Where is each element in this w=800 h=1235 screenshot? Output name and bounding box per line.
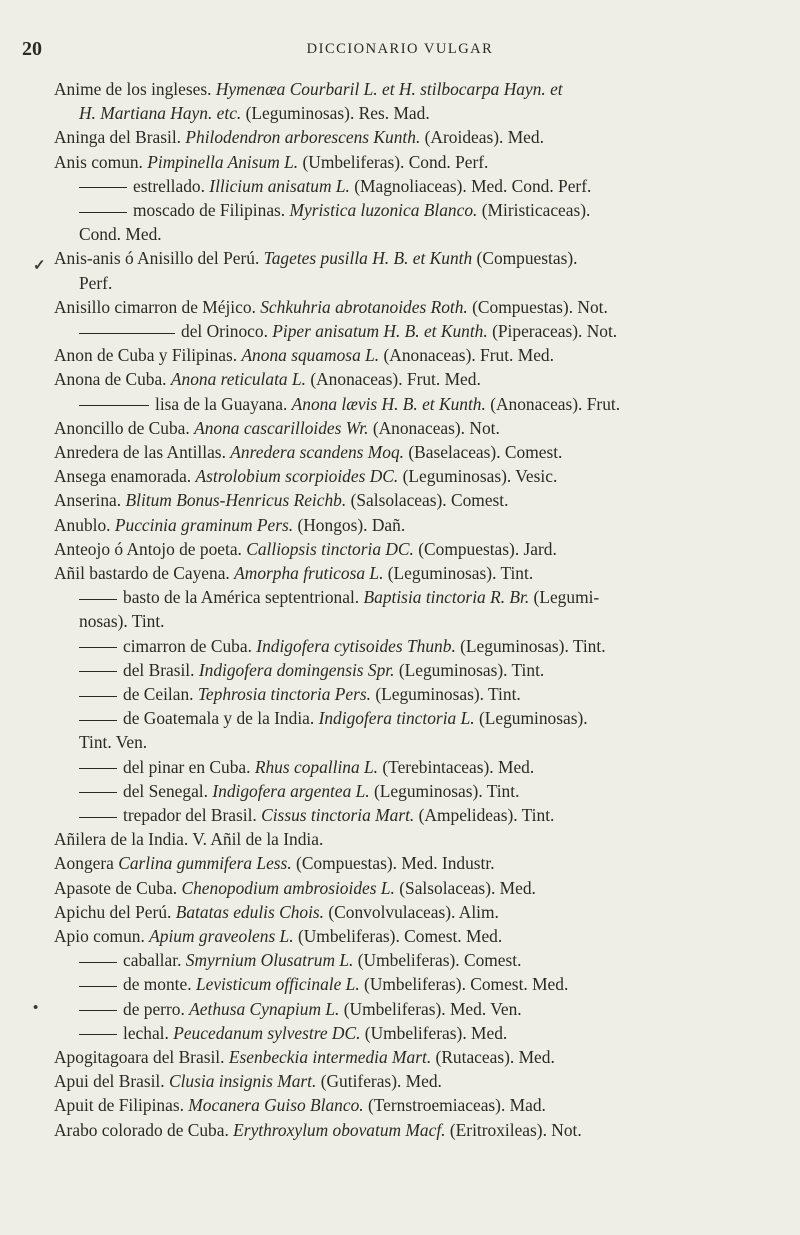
entry-text: lechal. (123, 1022, 174, 1043)
dictionary-line (54, 151, 488, 173)
entry-text: Anserina. (54, 490, 126, 511)
entry-text: (Eritroxileas). Not. (445, 1119, 582, 1140)
entry-text: Apui del Brasil. (54, 1071, 169, 1092)
dictionary-line (54, 538, 557, 560)
ditto-dash (79, 599, 117, 600)
margin-mark: ✓ (33, 258, 46, 274)
entry-text: Arabo colorado de Cuba. (54, 1119, 234, 1140)
entry-text: basto de la América septentrional. (123, 587, 364, 608)
entry-text: (Ternstroemiaceas). Mad. (363, 1095, 546, 1116)
scientific-name: Baptisia tinctoria R. Br. (363, 587, 530, 608)
running-title: DICCIONARIO VULGAR (306, 41, 494, 57)
ditto-dash (79, 1034, 117, 1035)
scientific-name: Tephrosia tinctoria Pers. (197, 684, 371, 704)
ditto-dash (79, 768, 117, 769)
dictionary-line (79, 586, 599, 608)
entry-text: (Umbeliferas). Med. Ven. (339, 998, 522, 1019)
dictionary-line (79, 707, 588, 729)
scientific-name: Anredera scandens Moq. (230, 442, 404, 462)
dictionary-line (79, 998, 522, 1020)
ditto-dash (79, 720, 117, 721)
dictionary-line (54, 925, 502, 947)
entry-text: (Anonaceas). Frut. Med. (379, 345, 554, 366)
entry-text: (Anonaceas). Frut. Med. (305, 369, 481, 390)
dictionary-line (54, 126, 544, 148)
entry-text: (Piperaceas). Not. (487, 321, 618, 341)
scientific-name: Calliopsis tinctoria DC. (246, 538, 414, 559)
entry-text: Anime de los ingleses. (54, 79, 216, 99)
scientific-name: Chenopodium ambrosioides L. (181, 877, 395, 898)
dictionary-line (54, 1046, 555, 1068)
entry-text: (Convolvulaceas). Alim. (324, 901, 499, 922)
ditto-dash (79, 962, 117, 963)
scientific-name: Apium graveolens L. (149, 926, 294, 946)
dictionary-line (54, 828, 323, 850)
entry-text: (Leguminosas). Tint. (383, 563, 534, 583)
dictionary-line (54, 368, 481, 390)
dictionary-line (79, 1022, 507, 1044)
entry-text: Apogitagoara del Brasil. (54, 1047, 229, 1067)
entry-text: Anteojo ó Antojo de poeta. (54, 538, 247, 559)
entry-text: Apasote de Cuba. (54, 877, 182, 898)
entry-text: (Hongos). Dañ. (293, 514, 406, 535)
scientific-name: Blitum Bonus-Henricus Reichb. (125, 490, 347, 511)
dictionary-line (79, 683, 521, 705)
scientific-name: Carlina gummifera Less. (118, 853, 292, 874)
dictionary-line (54, 78, 563, 100)
entry-text: (Anonaceas). Not. (368, 417, 500, 438)
scientific-name: Indigofera argentea L. (212, 780, 370, 801)
entry-text: (Rutaceas). Med. (431, 1047, 555, 1067)
ditto-dash (79, 671, 117, 672)
ditto-dash (79, 187, 127, 188)
dictionary-line (79, 102, 430, 124)
scientific-name: Anona squamosa L. (241, 345, 380, 366)
entry-text: del Brasil. (123, 659, 199, 680)
entry-text: (Compuestas). Jard. (413, 538, 557, 559)
scientific-name: Myristica luzonica Blanco. (289, 200, 478, 220)
ditto-dash (79, 333, 175, 334)
scientific-name: Esenbeckia intermedia Mart. (228, 1047, 432, 1067)
dictionary-line (79, 804, 554, 826)
scientific-name: Aethusa Cynapium L. (189, 998, 340, 1019)
entry-text: (Compuestas). Med. Industr. (291, 853, 495, 874)
entry-text: (Salsolaceas). Comest. (346, 490, 509, 511)
entry-text: Añil bastardo de Cayena. (54, 563, 235, 583)
entry-text: cimarron de Cuba. (123, 635, 257, 656)
entry-text: (Umbeliferas). Cond. Perf. (298, 151, 489, 172)
dictionary-line (54, 1070, 442, 1092)
entry-text: (Leguminosas). Tint. (455, 635, 606, 656)
entry-text: Aninga del Brasil. (54, 127, 186, 148)
dictionary-line (54, 247, 578, 269)
scientific-name: Erythroxylum obovatum Macf. (233, 1119, 446, 1140)
entry-text: Anublo. (54, 514, 115, 535)
dictionary-line (54, 514, 405, 536)
dictionary-line (54, 344, 554, 366)
dictionary-line (79, 973, 568, 995)
scientific-name: Peucedanum sylvestre DC. (173, 1022, 361, 1043)
entry-text: Anisillo cimarron de Méjico. (54, 296, 261, 317)
scientific-name: Pimpinella Anisum L. (147, 151, 299, 172)
dictionary-line (79, 393, 620, 415)
dictionary-line (79, 199, 590, 221)
entry-text: (Umbeliferas). Comest. (353, 950, 522, 971)
entry-text: Añilera de la India. V. Añil de la India. (54, 829, 324, 850)
entry-text: lisa de la Guayana. (155, 393, 292, 414)
dictionary-line (79, 659, 544, 681)
entry-text: (Terebintaceas). Med. (378, 756, 535, 777)
dictionary-line (54, 901, 499, 923)
scientific-name: Schkuhria abrotanoides Roth. (260, 296, 468, 317)
entry-text: Apio comun. (54, 926, 150, 946)
entry-text: (Compuestas). (472, 248, 578, 269)
entry-text: (Leguminosas). Vesic. (398, 466, 558, 487)
scientific-name: Indigofera domingensis Spr. (198, 659, 395, 680)
entry-text: Cond. Med. (79, 224, 162, 245)
dictionary-line (54, 852, 495, 874)
entry-text: Anoncillo de Cuba. (54, 417, 195, 438)
dictionary-line (79, 320, 617, 342)
entry-text: Anon de Cuba y Filipinas. (54, 345, 242, 366)
scientific-name: Mocanera Guiso Blanco. (188, 1095, 364, 1116)
scientific-name: Anona lævis H. B. et Kunth. (291, 393, 486, 414)
dictionary-line (79, 756, 534, 778)
entry-text: Anis-anis ó Anisillo del Perú. (54, 248, 264, 269)
entry-text: Aongera (54, 853, 119, 874)
dictionary-line (79, 731, 147, 753)
scientific-name: Amorpha fruticosa L. (234, 563, 384, 583)
entry-text: Apichu del Perú. (54, 901, 176, 922)
scientific-name: Puccinia graminum Pers. (114, 514, 294, 535)
dictionary-line (54, 1119, 582, 1141)
entry-text: (Miristicaceas). (477, 200, 591, 220)
scientific-name: Piper anisatum H. B. et Kunth. (272, 321, 488, 341)
ditto-dash (79, 817, 117, 818)
scientific-name: Smyrnium Olusatrum L. (185, 950, 354, 971)
scientific-name: H. Martiana Hayn. etc. (79, 103, 242, 124)
entry-text: (Aroideas). Med. (420, 127, 544, 148)
dictionary-line (54, 465, 557, 487)
dictionary-line (54, 489, 509, 511)
ditto-dash (79, 647, 117, 648)
entry-text: (Leguminosas). Tint. (369, 780, 520, 801)
ditto-dash (79, 212, 127, 213)
entry-text: Tint. Ven. (79, 732, 148, 753)
scientific-name: Rhus copallina L. (254, 756, 379, 777)
scientific-name: Cissus tinctoria Mart. (261, 805, 415, 825)
entry-text: (Magnoliaceas). Med. Cond. Perf. (349, 175, 592, 196)
margin-mark: • (33, 1000, 39, 1016)
entry-text: de monte. (123, 974, 196, 995)
entry-text: trepador del Brasil. (123, 805, 262, 825)
entry-text: Ansega enamorada. (54, 466, 196, 487)
entry-text: Anredera de las Antillas. (54, 442, 231, 462)
entry-text: del pinar en Cuba. (123, 756, 255, 777)
page-number: 20 (22, 38, 42, 60)
ditto-dash (79, 986, 117, 987)
dictionary-line (79, 780, 519, 802)
entry-text: (Leguminosas). Tint. (370, 684, 521, 704)
ditto-dash (79, 1010, 117, 1011)
entry-text: (Leguminosas). Tint. (394, 659, 545, 680)
scientific-name: Astrolobium scorpioides DC. (195, 466, 399, 487)
scientific-name: Indigofera cytisoides Thunb. (256, 635, 456, 656)
dictionary-line (79, 272, 112, 294)
entry-text: Anona de Cuba. (54, 369, 171, 390)
entry-text: del Orinoco. (181, 321, 273, 341)
scientific-name: Anona reticulata L. (170, 369, 306, 390)
scientific-name: Illicium anisatum L. (209, 175, 350, 196)
dictionary-line (79, 223, 162, 245)
entry-text: (Baselaceas). Comest. (404, 442, 563, 462)
entry-text: del Senegal. (123, 780, 213, 801)
ditto-dash (79, 696, 117, 697)
dictionary-line (79, 175, 591, 197)
entry-text: de perro. (123, 998, 190, 1019)
dictionary-line (54, 877, 536, 899)
dictionary-line (54, 296, 608, 318)
scientific-name: Philodendron arborescens Kunth. (185, 127, 421, 148)
entry-text: de Goatemala y de la India. (123, 708, 319, 729)
scientific-name: Hymenæa Courbaril L. et H. stilbocarpa Hayn. et (215, 79, 563, 99)
entry-text: (Gutiferas). Med. (316, 1071, 442, 1092)
ditto-dash (79, 792, 117, 793)
entry-text: Apuit de Filipinas. (54, 1095, 189, 1116)
entry-text: (Umbeliferas). Med. (360, 1022, 508, 1043)
running-head (0, 0, 800, 70)
dictionary-line (54, 562, 533, 584)
dictionary-line (79, 635, 606, 657)
entry-text: (Leguminosas). (474, 708, 588, 729)
entry-text: (Ampelideas). Tint. (414, 805, 555, 825)
dictionary-line (79, 610, 165, 632)
entry-text: de Ceilan. (123, 684, 198, 704)
entry-text: (Salsolaceas). Med. (394, 877, 536, 898)
scientific-name: Batatas edulis Chois. (175, 901, 325, 922)
entry-text: (Leguminosas). Res. Mad. (241, 103, 430, 124)
entry-text: nosas). Tint. (79, 611, 165, 632)
scientific-name: Clusia insignis Mart. (168, 1071, 317, 1092)
entry-text: caballar. (123, 950, 186, 971)
entry-text: (Umbeliferas). Comest. Med. (293, 926, 503, 946)
entry-text: Anis comun. (54, 151, 148, 172)
scientific-name: Levisticum officinale L. (195, 974, 360, 995)
entry-text: moscado de Filipinas. (133, 200, 290, 220)
scientific-name: Tagetes pusilla H. B. et Kunth (263, 248, 473, 269)
ditto-dash (79, 405, 149, 406)
dictionary-line (54, 1094, 546, 1116)
entry-text: (Legumi- (529, 587, 600, 608)
dictionary-line (54, 417, 500, 439)
entry-text: estrellado. (133, 175, 210, 196)
dictionary-line (54, 441, 562, 463)
scientific-name: Anona cascarilloides Wr. (194, 417, 369, 438)
entry-text: (Compuestas). Not. (467, 296, 608, 317)
entry-text: (Anonaceas). Frut. (485, 393, 621, 414)
entry-text: (Umbeliferas). Comest. Med. (359, 974, 569, 995)
entry-text: Perf. (79, 272, 113, 293)
dictionary-line (79, 949, 521, 971)
scientific-name: Indigofera tinctoria L. (318, 708, 475, 729)
